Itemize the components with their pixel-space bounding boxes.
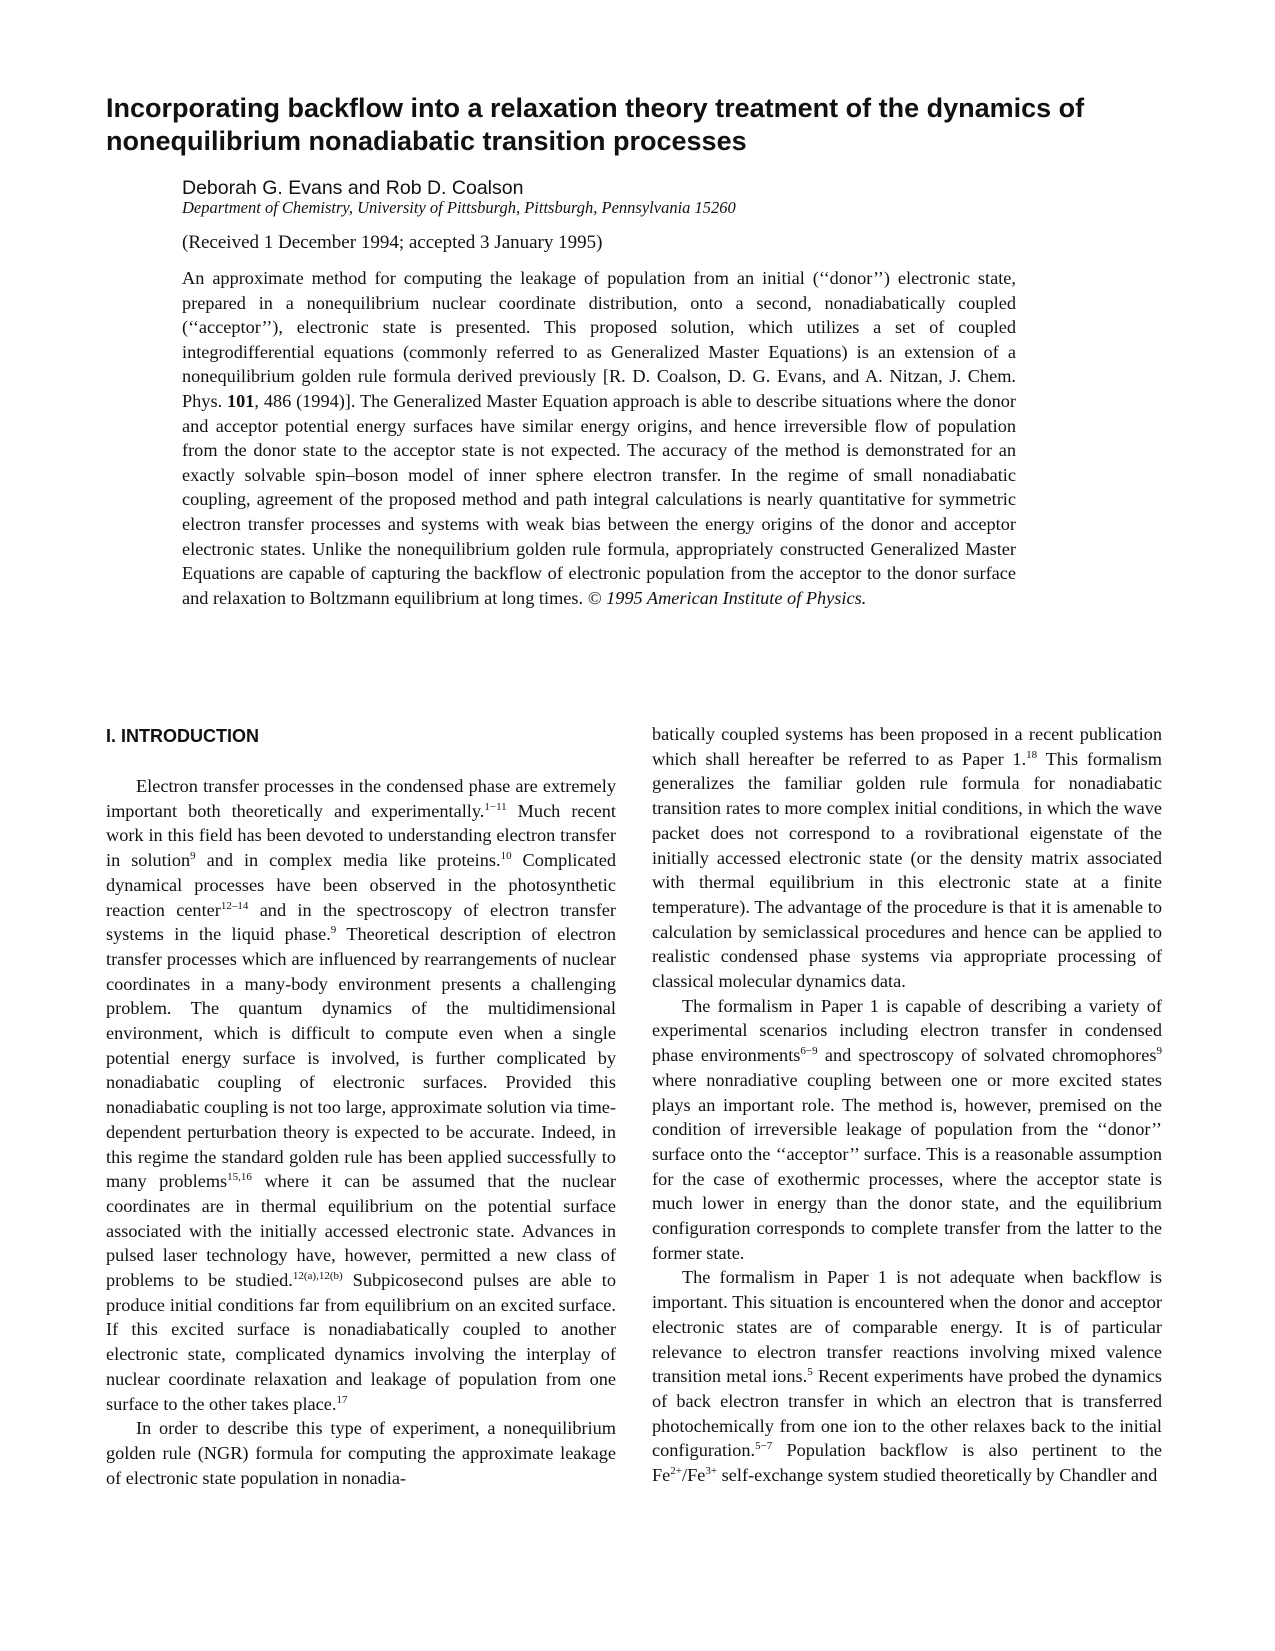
affiliation: Department of Chemistry, University of Pittsburgh, Pittsburgh, Pennsylvania 15260	[182, 198, 736, 217]
ion-charge: 3+	[705, 1465, 718, 1478]
paper-title: Incorporating backflow into a relaxation theory treatment of the dynamics of nonequilibrium nonadiabatic transition processes	[106, 93, 1085, 156]
ion-charge: 2+	[670, 1465, 682, 1478]
reference-citation: 5	[807, 1366, 813, 1379]
received-dates: (Received 1 December 1994; accepted 3 January 1995)	[182, 232, 603, 253]
paragraph: Electron transfer processes in the condensed phase are extremely important both theoretically and experimentally.$^{1-11}$ Much recent work in this field has been devoted to understanding electron transfer in solution$^9$ and in complex media like proteins.$^{10}$ Complicated dynamical processes have been observed in the photosynthetic reaction center$^{12-14}$ and in the spectroscopy of electron transfer systems in the liquid phase.$^9$ Theoretical description of electron transfer processes which are influenced by rearrangements of nuclear coordinates in a many-body environment presents a challenging problem. The quantum dynamics of the multidimensional environment, which is difficult to compute even when a single potential energy surface is involved, is further complicated by nonadiabatic coupling of electronic surfaces. Provided this nonadiabatic coupling is not too large, approximate solution via time-dependent perturbation theory is expected to be accurate. Indeed, in this regime the standard golden rule has been applied successfully to many problems$^{15,16}$ where it can be assumed that the nuclear coordinates are in thermal equilibrium on the potential surface associated with the initially accessed electronic state. Advances in pulsed laser technology have, however, permitted a new class of problems to be studied.$^{12(a),12(b)}$ Subpicosecond pulses are able to produce initial conditions far from equilibrium on an excited surface. If this excited surface is nonadiabatically coupled to another electronic state, complicated dynamics involving the interplay of nuclear coordinate relaxation and leakage of population from one surface to the other takes place.$^{17}$	[106, 776, 616, 1414]
reference-citation: 12(a),12(b)	[292, 1270, 343, 1283]
abstract-text: An approximate method for computing the leakage of population from an initial (‘‘donor’’) electronic state, prepared in a nonequilibrium nuclear coordinate distribution, onto a second, nonadiabatically coupled (‘‘acceptor’’), electronic state is presented. This proposed solution, which utilizes a set of coupled integrodifferential equations (commonly referred to as Generalized Master Equations) is an extension of a nonequilibrium golden rule formula derived previously [R. D. Coalson, D. G. Evans, and A. Nitzan, J. Chem. Phys.	[182, 268, 1016, 411]
section-heading: I. INTRODUCTION	[106, 726, 259, 746]
reference-citation: 9	[1156, 1045, 1162, 1058]
paragraph: The formalism in Paper 1 is capable of describing a variety of experimental scenarios including electron transfer in condensed phase environments$^{6-9}$ and spectroscopy of solvated chromophores$^9$ where nonradiative coupling between one or more excited states plays an important role. The method is, however, premised on the condition of irreversible leakage of population from the ‘‘donor’’ surface onto the ‘‘acceptor’’ surface. This is a reasonable assumption for the case of exothermic processes, where the acceptor state is much lower in energy than the donor state, and the equilibrium configuration corresponds to complete transfer from the latter to the former state.	[652, 995, 1162, 1263]
paragraph: batically coupled systems has been proposed in a recent publication which shall hereafter be referred to as Paper 1.18 This formalism generalizes the familiar golden rule formula for nonadiabatic transition rates to more complex initial conditions, in which the wave packet does not correspond to a rovibrational eigenstate of the initially accessed electronic state (or the density matrix associated with thermal equilibrium in this electronic state at a finite temperature). The advantage of the procedure is that it is amenable to calculation by semiclassical procedures and hence can be applied to realistic condensed phase systems via appropriate processing of classical molecular dynamics data.	[652, 724, 1162, 992]
reference-citation: 17	[336, 1393, 348, 1406]
paragraph: In order to describe this type of experiment, a nonequilibrium golden rule (NGR) formula for computing the approximate leakage of electronic state population in nonadia-	[106, 1418, 616, 1488]
abstract-text-cont: , 486 (1994)]. The Generalized Master Equation approach is able to describe situations where the donor and acceptor potential energy surfaces have similar energy origins, and hence irreversible flow of population from the donor state to the acceptor state is not expected. The accuracy of the method is demonstrated for an exactly solvable spin–boson model of inner sphere electron transfer. In the regime of small nonadiabatic coupling, agreement of the proposed method and path integral calculations is nearly quantitative for symmetric electron transfer processes and systems with weak bias between the energy origins of the donor and acceptor electronic states. Unlike the nonequilibrium golden rule formula, appropriately constructed Generalized Master Equations are capable of capturing the backflow of electronic population from the acceptor to the donor surface and relaxation to Boltzmann equilibrium at long times.	[182, 390, 1016, 608]
reference-citation: 12–14	[220, 899, 249, 912]
paragraph: The formalism in Paper 1 is not adequate when backflow is important. This situation is encountered when the donor and acceptor electronic states are of comparable energy. It is of particular relevance to electron transfer reactions involving mixed valence transition metal ions.$^5$ Recent experiments have probed the dynamics of back electron transfer in which an electron that is transferred photochemically from one ion to the other relaxes back to the initial configuration.$^{5-7}$ Population backflow is also pertinent to the $Fe^{2+}/Fe^{3+}$ self-exchange system studied theoretically by Chandler and	[652, 1267, 1162, 1486]
reference-citation: 9	[190, 850, 196, 863]
reference-citation: 1−11	[484, 800, 507, 813]
abstract-volume: 101	[226, 390, 255, 411]
reference-citation: 5−7	[755, 1440, 773, 1453]
copyright-notice: © 1995 American Institute of Physics.	[587, 587, 867, 608]
authors: Deborah G. Evans and Rob D. Coalson	[182, 177, 524, 199]
abstract	[182, 266, 1016, 610]
reference-citation: 15,16	[227, 1171, 252, 1184]
reference-citation: 10	[500, 850, 512, 863]
reference-citation: 18	[1026, 748, 1038, 761]
reference-citation: 9	[330, 924, 337, 937]
reference-citation: 6−9	[800, 1045, 818, 1058]
left-column	[106, 774, 616, 1490]
right-column	[652, 722, 1162, 1488]
